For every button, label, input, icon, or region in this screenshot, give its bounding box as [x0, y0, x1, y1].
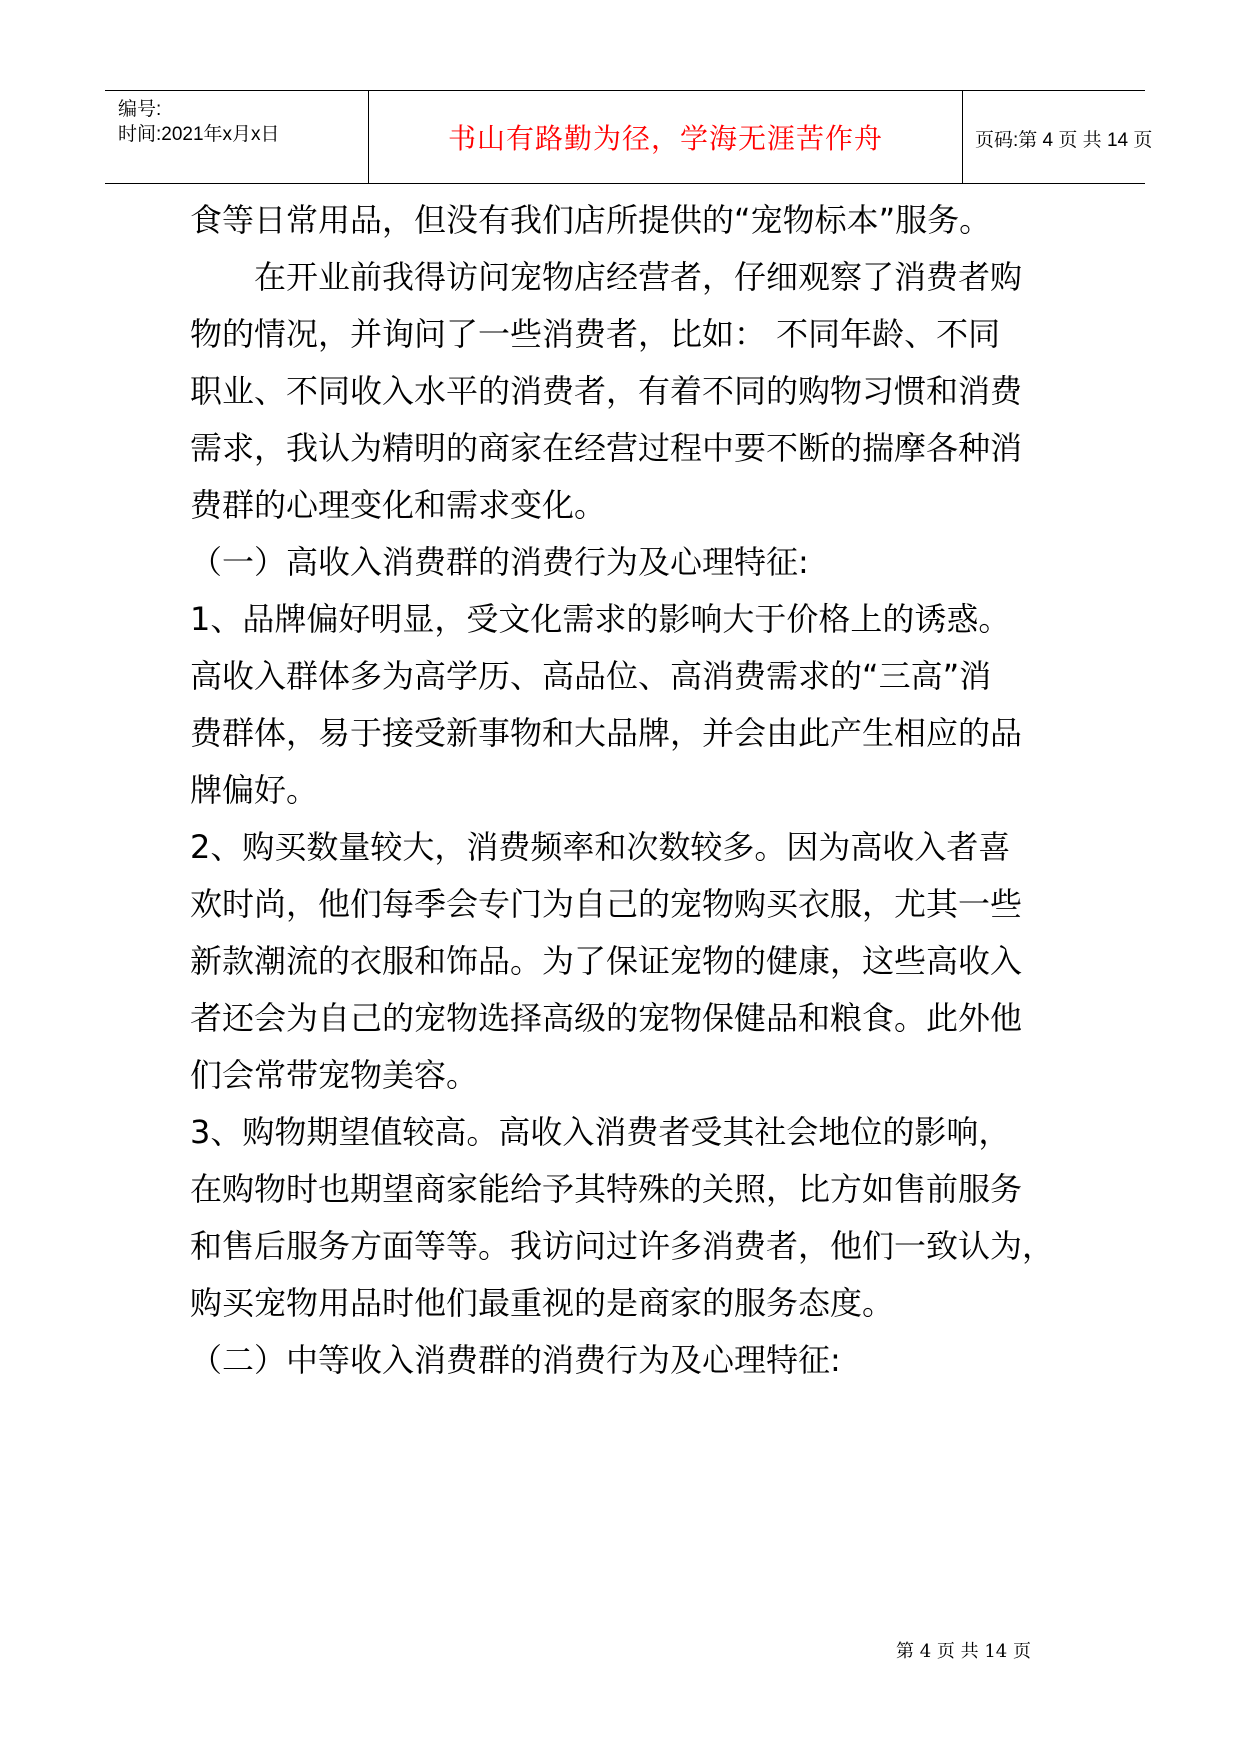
header-motto: 书山有路勤为径，学海无涯苦作舟: [447, 122, 883, 155]
body-line: 在购物时也期望商家能给予其特殊的关照，比方如售前服务: [190, 1170, 1023, 1208]
body-line: 2、购买数量较大，消费频率和次数较多。因为高收入者喜: [190, 828, 1011, 866]
section-heading: （二）中等收入消费群的消费行为及心理特征:: [190, 1341, 841, 1379]
body-line: 职业、不同收入水平的消费者，有着不同的购物习惯和消费: [190, 372, 1023, 410]
header-page-cell: [964, 91, 1153, 183]
body-line: 欢时尚，他们每季会专门为自己的宠物购买衣服，尤其一些: [190, 885, 1023, 923]
body-line: 3、购物期望值较高。高收入消费者受其社会地位的影响，: [190, 1113, 1011, 1151]
page-footer: 第 4 页 共 14 页: [896, 1641, 1031, 1662]
header-page-label: 页码:第 4 页 共 14 页: [975, 130, 1153, 151]
body-line: 们会常带宠物美容。: [190, 1056, 479, 1094]
document-time-label: 时间:2021年x月x日: [118, 124, 280, 145]
body-line: 费群的心理变化和需求变化。: [190, 486, 607, 524]
document-header: [105, 90, 1153, 184]
body-line: 者还会为自己的宠物选择高级的宠物保健品和粮食。此外他: [190, 999, 1023, 1037]
section-heading: （一）高收入消费群的消费行为及心理特征:: [190, 543, 809, 581]
body-line: 高收入群体多为高学历、高品位、高消费需求的“三高”消: [190, 657, 992, 695]
body-line: 购买宠物用品时他们最重视的是商家的服务态度。: [190, 1284, 895, 1322]
body-line: 1、品牌偏好明显，受文化需求的影响大于价格上的诱惑。: [190, 600, 1011, 638]
document-number-label: 编号:: [118, 99, 162, 120]
body-line: 在开业前我得访问宠物店经营者，仔细观察了消费者购: [190, 258, 1023, 296]
body-line: 费群体，易于接受新事物和大品牌，并会由此产生相应的品: [190, 714, 1023, 752]
body-line: 食等日常用品，但没有我们店所提供的“宠物标本”服务。: [190, 201, 992, 239]
body-line: 需求，我认为精明的商家在经营过程中要不断的揣摩各种消: [190, 429, 1023, 467]
body-line: 物的情况，并询问了一些消费者，比如： 不同年龄、不同: [190, 315, 1001, 353]
header-info-cell: [105, 91, 369, 183]
body-line: 牌偏好。: [190, 771, 319, 809]
header-motto-cell: [369, 91, 963, 183]
body-line: 新款潮流的衣服和饰品。为了保证宠物的健康，这些高收入: [190, 942, 1023, 980]
body-line: 和售后服务方面等等。我访问过许多消费者，他们一致认为，: [190, 1227, 1055, 1265]
